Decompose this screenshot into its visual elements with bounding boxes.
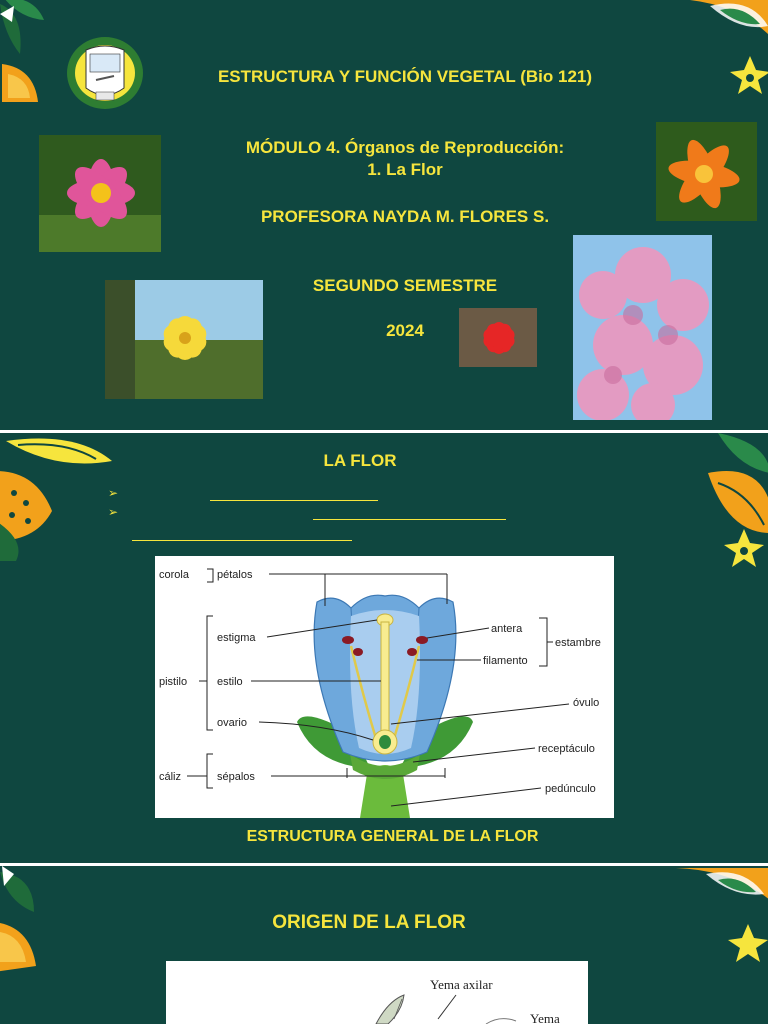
slide-title: LA FLOR [323,451,397,470]
university-logo [66,36,144,110]
bullet-1: ➢ [108,486,119,500]
flower-structure-slide [0,433,768,863]
label-yema-axilar: Yema axilar [430,977,493,992]
label-caliz: cáliz [159,771,182,783]
label-pedunculo: pedúnculo [545,783,596,795]
year-label: 2024 [386,321,424,340]
flower-structure-diagram [155,556,614,818]
orange-lily-photo [656,122,757,221]
label-estigma: estigma [217,632,256,644]
leaf-decoration-top-right-3 [672,866,768,984]
diagram-caption: ESTRUCTURA GENERAL DE LA FLOR [246,828,539,845]
label-ovario: ovario [217,717,247,729]
flower-origin-diagram [166,961,588,1024]
label-estambre: estambre [555,637,601,649]
label-petalos: pétalos [217,569,253,581]
label-antera: antera [491,623,523,635]
leaf-decoration-right [698,433,768,573]
course-title: ESTRUCTURA Y FUNCIÓN VEGETAL (Bio 121) [217,67,593,86]
label-corola: corola [159,569,189,581]
semester-label: SEGUNDO SEMESTRE [312,276,498,295]
leaf-decoration-top-left-3 [0,866,64,982]
fill-in-blank-1 [210,500,378,501]
yellow-flower-photo [105,280,263,399]
label-estilo: estilo [217,676,243,688]
label-sepalos: sépalos [217,771,255,783]
bullet-2: ➢ [108,505,119,519]
module-title-line1: MÓDULO 4. Órganos de Reproducción: [245,138,565,157]
leaf-decoration-left [0,433,119,561]
pink-cosmos-photo [39,135,161,252]
fill-in-blank-3 [132,540,352,541]
slide-title: ORIGEN DE LA FLOR [272,912,466,933]
leaf-decoration-top-right [680,0,768,116]
label-pistilo: pistilo [159,676,188,688]
label-yema: Yema [530,1011,560,1024]
flower-origin-slide [0,866,768,1024]
professor-name: PROFESORA NAYDA M. FLORES S. [260,207,550,226]
leaf-decoration-top-left [0,0,54,114]
fill-in-blank-2 [313,519,506,520]
pink-tree-photo [573,235,712,420]
label-filamento: filamento [483,655,528,667]
label-ovulo: óvulo [573,697,600,709]
module-title-line2: 1. La Flor [367,160,443,179]
red-hibiscus-photo [459,308,537,367]
title-slide [0,0,768,430]
label-receptaculo: receptáculo [538,743,595,755]
